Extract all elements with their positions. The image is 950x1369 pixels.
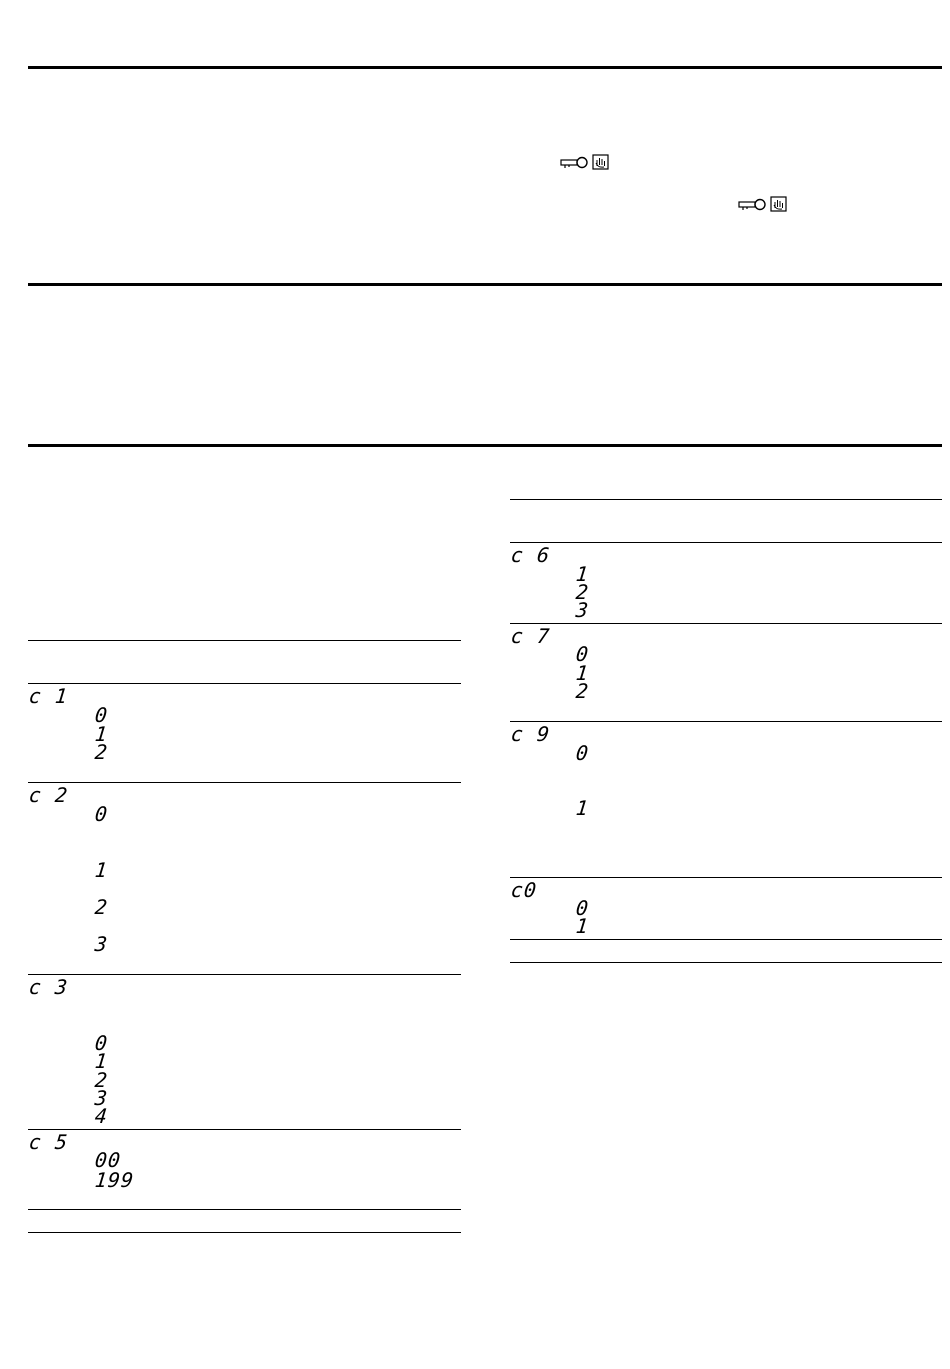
- table-left-header-bottom: [28, 683, 461, 684]
- child-lock-icon: [593, 155, 608, 169]
- setting-code: c0: [509, 878, 539, 902]
- key-icon: [561, 158, 587, 169]
- table-row-divider: [510, 877, 942, 878]
- setting-value: 2: [574, 580, 591, 604]
- key-lock-symbol-2: [738, 195, 790, 220]
- setting-value: 1: [93, 722, 110, 746]
- table-row-divider: [28, 782, 461, 783]
- table-left-bottom: [28, 1232, 461, 1233]
- setting-value: 3: [93, 1086, 110, 1110]
- setting-code: c 2: [27, 783, 70, 807]
- section-rule-top: [28, 66, 942, 69]
- setting-value: 2: [574, 679, 591, 703]
- section-rule-lower: [28, 444, 942, 447]
- table-right-header-top: [510, 499, 942, 500]
- table-right-header-bottom: [510, 542, 942, 543]
- setting-value: 4: [93, 1104, 110, 1128]
- table-right-bottom: [510, 962, 942, 963]
- key-lock-symbol-1: [560, 153, 612, 178]
- table-row-divider: [510, 721, 942, 722]
- setting-value: 0: [574, 896, 591, 920]
- table-row-divider: [28, 1129, 461, 1130]
- setting-value: 1: [574, 661, 591, 685]
- table-left-header-top: [28, 640, 461, 641]
- setting-value: 1: [574, 562, 591, 586]
- setting-value: 3: [93, 932, 110, 956]
- setting-value: 0: [574, 642, 591, 666]
- setting-value: 1: [574, 914, 591, 938]
- setting-value: 1: [93, 1049, 110, 1073]
- setting-value: 1: [93, 858, 110, 882]
- table-row-divider: [28, 1209, 461, 1210]
- setting-value: 2: [93, 1068, 110, 1092]
- setting-value: 2: [93, 740, 110, 764]
- table-row-divider: [510, 623, 942, 624]
- table-row-divider: [28, 974, 461, 975]
- setting-value: 3: [574, 598, 591, 622]
- setting-value: 2: [93, 895, 110, 919]
- setting-code: c 9: [509, 722, 552, 746]
- setting-code: c 7: [509, 624, 552, 648]
- key-icon: [739, 200, 765, 211]
- setting-value: 0: [93, 1031, 110, 1055]
- table-row-divider: [510, 939, 942, 940]
- section-rule-middle: [28, 283, 942, 286]
- setting-code: c 1: [27, 684, 70, 708]
- setting-code: c 5: [27, 1130, 70, 1154]
- setting-value: 1: [574, 796, 591, 820]
- setting-value: 00: [93, 1148, 123, 1172]
- child-lock-icon: [771, 197, 786, 211]
- setting-value: 0: [93, 802, 110, 826]
- setting-value: 0: [93, 703, 110, 727]
- setting-value: 0: [574, 741, 591, 765]
- setting-value: 199: [93, 1168, 136, 1192]
- setting-code: c 6: [509, 543, 552, 567]
- setting-code: c 3: [27, 975, 70, 999]
